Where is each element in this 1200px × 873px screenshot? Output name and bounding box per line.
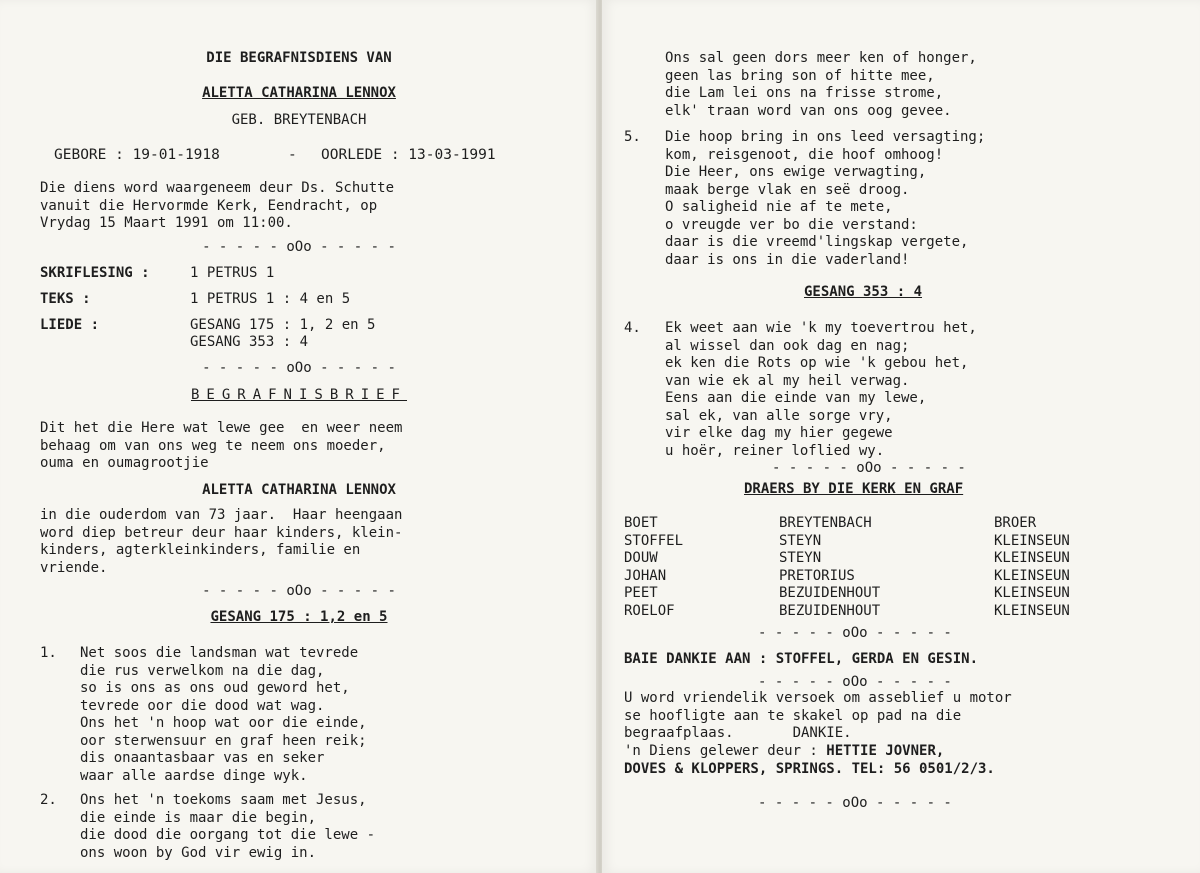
verse-4 [665, 320, 977, 460]
verse-line: Net soos die landsman wat tevrede [80, 645, 359, 661]
hymn-title: GESANG 175 : 1,2 en 5 [210, 609, 388, 625]
verse-line: daar is die vreemd'lingskap vergete, [665, 234, 969, 250]
separator: - - - - - oOo - - - - - [758, 625, 952, 641]
request-paragraph [624, 690, 1012, 743]
verse-line: waar alle aardse dinge wyk. [80, 767, 308, 784]
birth-date: GEBORE : 19-01-1918 [54, 147, 220, 163]
verse-line: ons woon by God vir ewig in. [80, 844, 317, 861]
verse-line: geen las bring son of hitte mee, [665, 67, 935, 84]
hymn-title-2: GESANG 353 : 4 [804, 284, 923, 300]
bearer-last-name: STEYN [779, 550, 822, 566]
separator: - - - - - oOo - - - - - [758, 795, 952, 811]
deceased-name: ALETTA CATHARINA LENNOX [202, 85, 396, 101]
deceased-name-2: ALETTA CATHARINA LENNOX [202, 482, 396, 498]
bearer-row [624, 568, 1094, 586]
bearer-relation: KLEINSEUN [994, 602, 1070, 619]
verse-line: O saligheid nie af te mete, [665, 199, 893, 215]
bearer-relation: BROER [994, 515, 1037, 531]
bearer-relation: KLEINSEUN [994, 550, 1070, 566]
verse-number: 1. [40, 645, 57, 661]
bearer-first-name: PEET [624, 585, 658, 601]
service-title: DIE BEGRAFNISDIENS VAN [206, 50, 392, 66]
letter-line: vriende. [40, 559, 108, 576]
letter-heading: BEGRAFNISBRIEF [190, 387, 407, 403]
reading-label: SKRIFLESING : [40, 265, 150, 281]
bearer-last-name: BEZUIDENHOUT [779, 585, 881, 601]
songs-label: LIEDE : [40, 317, 100, 333]
service-line: Vrydag 15 Maart 1991 om 11:00. [40, 215, 293, 231]
verse-line: die einde is maar die begin, [80, 809, 317, 826]
service-by [624, 743, 944, 760]
songs-value-2: GESANG 353 : 4 [190, 334, 309, 350]
separator: - - - - - oOo - - - - - [202, 239, 396, 255]
death-date: OORLEDE : 13-03-1991 [321, 147, 496, 163]
bearer-first-name: STOFFEL [624, 532, 684, 549]
verse-line: ek ken die Rots op wie 'k gebou het, [665, 355, 969, 371]
reading-value: 1 PETRUS 1 [190, 265, 275, 281]
verse-line: al wissel dan ook dag en nag; [665, 337, 910, 354]
bearers-title: DRAERS BY DIE KERK EN GRAF [744, 481, 964, 497]
right-page [602, 0, 1200, 873]
verse-line: die Lam lei ons na frisse strome, [665, 85, 944, 101]
separator: - - - - - oOo - - - - - [772, 460, 966, 476]
request-line: U word vriendelik versoek om asseblief u motor [624, 690, 1012, 706]
bearer-first-name: ROELOF [624, 602, 675, 619]
separator: - - - - - oOo - - - - - [202, 583, 396, 599]
verse-line: maak berge vlak en seë droog. [665, 181, 910, 198]
service-line: Die diens word waargeneem deur Ds. Schutte [40, 180, 395, 196]
verse-line: oor sterwensuur en graf heen reik; [80, 732, 367, 749]
bearer-row [624, 585, 1094, 603]
bearer-relation: KLEINSEUN [994, 585, 1070, 601]
verse-number: 5. [624, 129, 641, 145]
bearer-row [624, 533, 1094, 551]
left-page [0, 0, 598, 873]
verse-line: Die hoop bring in ons leed versagting; [665, 129, 986, 145]
service-by-name: HETTIE JOVNER, [826, 743, 945, 759]
bearer-first-name: JOHAN [624, 567, 667, 584]
verse-line: van wie ek al my heil verwag. [665, 372, 910, 389]
bearer-first-name: BOET [624, 515, 658, 531]
verse-line: Eens aan die einde van my lewe, [665, 390, 927, 406]
request-line: begraafplaas. DANKIE. [624, 725, 852, 741]
verse-line: Ek weet aan wie 'k my toevertrou het, [665, 320, 977, 336]
verse-line: vir elke dag my hier gegewe [665, 425, 893, 441]
verse-line: so is ons as ons oud geword het, [80, 680, 350, 696]
verse-line: sal ek, van alle sorge vry, [665, 407, 893, 424]
verse-line: dis onaantasbaar vas en seker [80, 750, 325, 766]
verse-line: Ons het 'n toekoms saam met Jesus, [80, 792, 367, 808]
bearer-last-name: BREYTENBACH [779, 515, 872, 531]
verse-line: tevrede oor die dood wat wag. [80, 697, 325, 714]
bearer-row [624, 550, 1094, 568]
verse-line: die rus verwelkom na die dag, [80, 662, 325, 679]
bearer-first-name: DOUW [624, 550, 658, 566]
letter-paragraph-2 [40, 507, 402, 577]
service-line: vanuit die Hervormde Kerk, Eendracht, op [40, 197, 378, 214]
bearer-relation: KLEINSEUN [994, 567, 1070, 584]
bearer-relation: KLEINSEUN [994, 532, 1070, 549]
letter-line: kinders, agterkleinkinders, familie en [40, 542, 361, 558]
separator: - - - - - oOo - - - - - [758, 674, 952, 690]
verse-2 [80, 792, 375, 862]
verse-line: o vreugde ver bo die verstand: [665, 216, 918, 233]
service-by-prefix: 'n Diens gelewer deur : [624, 743, 827, 759]
verse-line: kom, reisgenoot, die hoof omhoog! [665, 146, 944, 163]
bearer-last-name: BEZUIDENHOUT [779, 602, 881, 619]
verse-line: daar is ons in die vaderland! [665, 251, 910, 268]
letter-line: Dit het die Here wat lewe gee en weer neem [40, 420, 403, 436]
letter-line: ouma en oumagrootjie [40, 455, 209, 471]
service-details [40, 180, 394, 233]
verse-line: elk' traan word van ons oog gevee. [665, 102, 952, 119]
bearer-row [624, 603, 1094, 621]
request-line: se hoofligte aan te skakel op pad na die [624, 707, 962, 724]
verse-line: die dood die oorgang tot die lewe - [80, 827, 376, 843]
verse-1 [80, 645, 367, 785]
letter-line: behaag om van ons weg te neem ons moeder, [40, 437, 386, 454]
bearers-table [624, 515, 1094, 620]
verse-line: u hoër, reiner loflied wy. [665, 442, 885, 459]
funeral-company: DOVES & KLOPPERS, SPRINGS. TEL: 56 0501/2/3. [624, 761, 995, 777]
verse-continued [665, 50, 977, 120]
text-label: TEKS : [40, 291, 91, 307]
letter-line: word diep betreur deur haar kinders, klein- [40, 524, 403, 541]
verse-5 [665, 129, 985, 269]
letter-line: in die ouderdom van 73 jaar. Haar heengaan [40, 507, 403, 523]
bearer-last-name: STEYN [779, 532, 822, 549]
verse-line: Ons het 'n hoop wat oor die einde, [80, 715, 367, 731]
thanks-line: BAIE DANKIE AAN : STOFFEL, GERDA EN GESIN. [624, 651, 979, 667]
verse-number: 2. [40, 792, 57, 808]
verse-line: Ons sal geen dors meer ken of honger, [665, 50, 977, 66]
text-value: 1 PETRUS 1 : 4 en 5 [190, 291, 351, 307]
date-dash: - [288, 147, 297, 163]
separator: - - - - - oOo - - - - - [202, 360, 396, 376]
songs-value: GESANG 175 : 1, 2 en 5 [190, 317, 376, 333]
letter-paragraph [40, 420, 402, 473]
verse-number: 4. [624, 320, 641, 336]
bearer-row [624, 515, 1094, 533]
verse-line: Die Heer, ons ewige verwagting, [665, 164, 927, 180]
bearer-last-name: PRETORIUS [779, 567, 855, 584]
maiden-name: GEB. BREYTENBACH [231, 112, 367, 128]
